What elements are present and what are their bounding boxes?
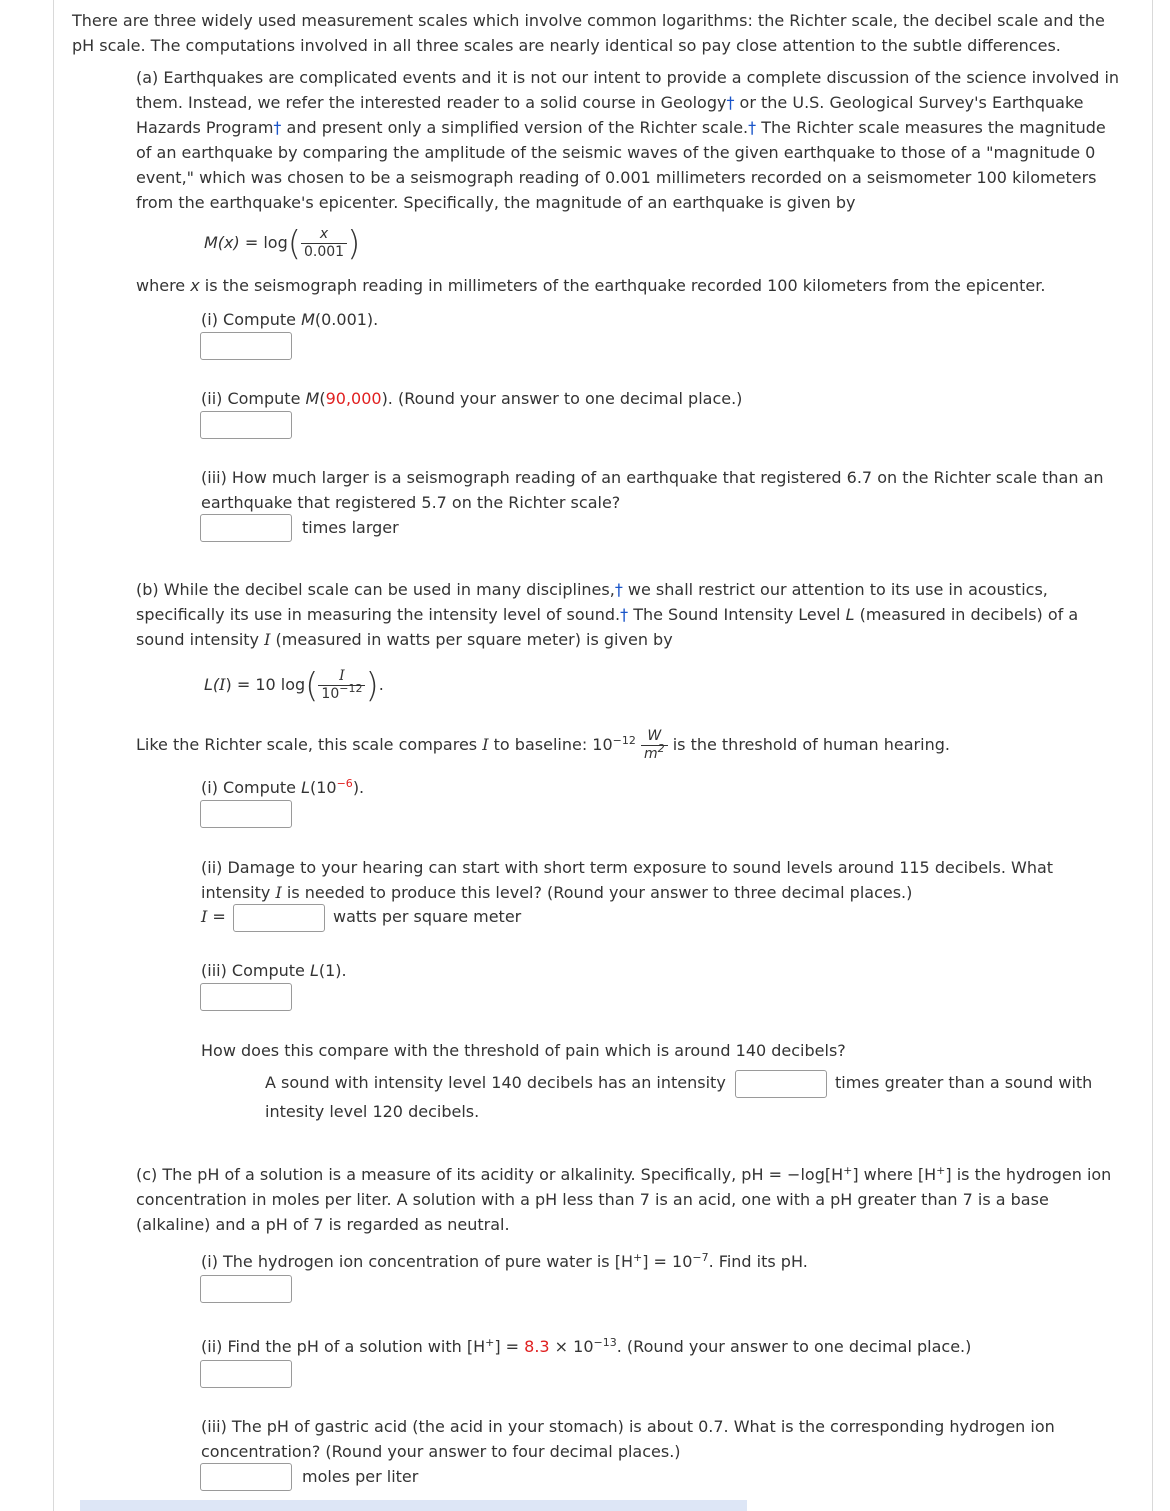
part-a-line-3: Hazards Program† and present only a simplified version of the Richter scale.† The Richter scale measures the magnitude bbox=[136, 118, 1106, 137]
part-a-line-5: event," which was chosen to be a seismograph reading of 0.001 millimeters recorded on a seismometer 100 kilometers bbox=[136, 168, 1097, 187]
part-c-line-2: concentration in moles per liter. A solution with a pH less than 7 is an acid, one with a pH greater than 7 is a base bbox=[136, 1190, 1049, 1209]
footnote-dagger-link[interactable]: † bbox=[273, 118, 282, 137]
answer-b-i-input[interactable] bbox=[200, 800, 292, 828]
part-a-line-2: them. Instead, we refer the interested reader to a solid course in Geology† or the U.S. Geological Survey's Earthquake bbox=[136, 93, 1084, 112]
part-b-q1: (i) Compute $L(10^{-6})$. bbox=[201, 777, 365, 797]
part-b-line-3: sound intensity I (measured in watts per square meter) is given by bbox=[136, 630, 673, 649]
footnote-dagger-link[interactable]: † bbox=[620, 605, 629, 624]
answer-a-iii-unit: times larger bbox=[302, 518, 399, 537]
part-b-compare-question: How does this compare with the threshold of pain which is around 140 decibels? bbox=[201, 1041, 846, 1060]
footnote-dagger-link[interactable]: † bbox=[726, 93, 735, 112]
part-a-line-6: from the earthquake's epicenter. Specifically, the magnitude of an earthquake is given by bbox=[136, 193, 856, 212]
part-c-q1: (i) The hydrogen ion concentration of pure water is $[H^+] = 10^{-7}$. Find its pH. bbox=[201, 1251, 808, 1271]
part-c-q2: (ii) Find the pH of a solution with $[H^+] = 8.3 \times 10^{-13}$. (Round your answer to one decimal place.) bbox=[201, 1336, 972, 1356]
answer-b-compare-input[interactable] bbox=[735, 1070, 827, 1098]
intro-line-2: pH scale. The computations involved in all three scales are nearly identical so pay close attention to the subtle differences. bbox=[72, 36, 1061, 55]
part-b-compare-text-3: intesity level 120 decibels. bbox=[265, 1102, 480, 1121]
part-c-q3-line-2: concentration? (Round your answer to four decimal places.) bbox=[201, 1442, 681, 1461]
answer-a-i-input[interactable] bbox=[200, 332, 292, 360]
answer-b-iii-input[interactable] bbox=[200, 983, 292, 1011]
answer-c-iii-input[interactable] bbox=[200, 1463, 292, 1491]
decibel-formula: L(I) = 10 log( $\frac{I}{10^{-12}}$ ). bbox=[204, 665, 384, 706]
part-a-line-1: (a) Earthquakes are complicated events and it is not our intent to provide a complete discussion of the science involved in bbox=[136, 68, 1120, 87]
part-b-q3: (iii) Compute L(1). bbox=[201, 961, 347, 980]
part-a-q2: (ii) Compute M(90,000). (Round your answer to one decimal place.) bbox=[201, 389, 743, 408]
answer-c-i-input[interactable] bbox=[200, 1275, 292, 1303]
part-a-q1: (i) Compute M(0.001). bbox=[201, 310, 379, 329]
part-b-line-2: specifically its use in measuring the intensity level of sound.† The Sound Intensity Level L (measured in decibels) of a bbox=[136, 605, 1079, 624]
answer-a-iii-input[interactable] bbox=[200, 514, 292, 542]
footnote-dagger-link[interactable]: † bbox=[748, 118, 757, 137]
part-b-baseline: Like the Richter scale, this scale compares I to baseline: $10^{-12}$ $\frac{W}{m^2}$ is the threshold of human hearing. bbox=[136, 728, 950, 762]
intro-line-1: There are three widely used measurement scales which involve common logarithms: the Richter scale, the decibel scale and the bbox=[72, 11, 1105, 30]
richter-formula: M(x) = log( $\frac{x}{0.001}$ ) bbox=[204, 223, 361, 264]
answer-b-ii-input[interactable] bbox=[233, 904, 325, 932]
part-b-line-1: (b) While the decibel scale can be used in many disciplines,† we shall restrict our attention to its use in acoustics, bbox=[136, 580, 1048, 599]
part-b-q2-line-2: intensity I is needed to produce this level? (Round your answer to three decimal places.) bbox=[201, 883, 913, 902]
answer-a-ii-input[interactable] bbox=[200, 411, 292, 439]
part-a-where: where x is the seismograph reading in millimeters of the earthquake recorded 100 kilometers from the epicenter. bbox=[136, 276, 1046, 295]
part-a-q3-line-2: earthquake that registered 5.7 on the Richter scale? bbox=[201, 493, 621, 512]
part-c-q3-line-1: (iii) The pH of gastric acid (the acid in your stomach) is about 0.7. What is the corresponding hydrogen ion bbox=[201, 1417, 1055, 1436]
part-a-line-4: of an earthquake by comparing the amplitude of the seismic waves of the given earthquake to those of a "magnitude 0 bbox=[136, 143, 1096, 162]
answer-c-iii-unit: moles per liter bbox=[302, 1467, 419, 1486]
part-c-line-1: (c) The pH of a solution is a measure of its acidity or alkalinity. Specifically, pH = −log[H+] where [H+] is the hydrogen ion bbox=[136, 1164, 1112, 1184]
footnote-dagger-link[interactable]: † bbox=[614, 580, 623, 599]
part-b-compare-text-2: times greater than a sound with bbox=[835, 1073, 1093, 1092]
answer-b-ii-unit: watts per square meter bbox=[333, 907, 522, 926]
part-c-line-3: (alkaline) and a pH of 7 is regarded as neutral. bbox=[136, 1215, 510, 1234]
bottom-toolbar-strip bbox=[80, 1500, 747, 1511]
answer-c-ii-input[interactable] bbox=[200, 1360, 292, 1388]
part-a-q3-line-1: (iii) How much larger is a seismograph reading of an earthquake that registered 6.7 on the Richter scale than an bbox=[201, 468, 1104, 487]
part-b-q2-line-1: (ii) Damage to your hearing can start with short term exposure to sound levels around 115 decibels. What bbox=[201, 858, 1054, 877]
part-b-compare-text-1: A sound with intensity level 140 decibels has an intensity bbox=[265, 1073, 726, 1092]
answer-b-ii-label: I = bbox=[201, 907, 226, 926]
